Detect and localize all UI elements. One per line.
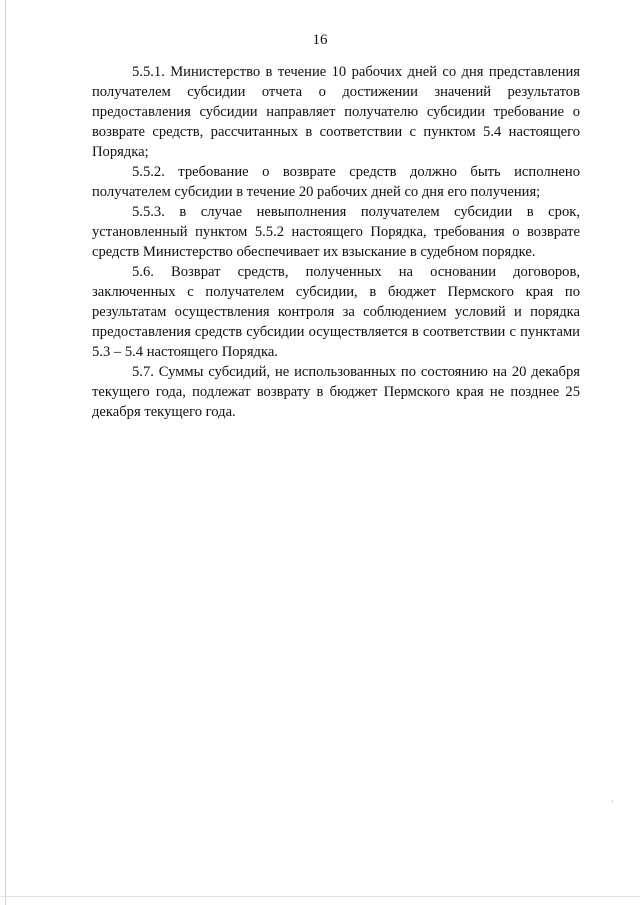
paragraph-5-5-3: 5.5.3. в случае невыполнения получателем субсидии в срок, установленный пунктом 5.5.2 настоящего Порядка, требования о возврате средств Министерство обеспечивает их взыскание в судебном порядке. [92,204,580,260]
page-number: 16 [312,32,328,48]
scan-speck [612,800,613,802]
paragraph-5-6: 5.6. Возврат средств, полученных на основании договоров, заключенных с получателем субсидии, в бюджет Пермского края по результатам осуществления контроля за соблюдением условий и порядка предоставления средств субсидии осуществляется в соответствии с пунктами 5.3 – 5.4 настоящего Порядка. [92,264,580,360]
paragraph-5-5-1: 5.5.1. Министерство в течение 10 рабочих дней со дня представления получателем субсидии отчета о достижении значений результатов предоставления субсидии направляет получателю субсидии требование о возврате средств, рассчитанных в соответствии с пунктом 5.4 настоящего Порядка; [92,64,580,160]
document-body [92,62,580,422]
scan-edge-left [5,0,6,905]
paragraph-5-7: 5.7. Суммы субсидий, не использованных по состоянию на 20 декабря текущего года, подлежат возврату в бюджет Пермского края не позднее 25 декабря текущего года. [92,364,580,420]
scan-edge-bottom [0,896,640,897]
paragraph-5-5-2: 5.5.2. требование о возврате средств должно быть исполнено получателем субсидии в течение 20 рабочих дней со дня его получения; [92,164,580,200]
